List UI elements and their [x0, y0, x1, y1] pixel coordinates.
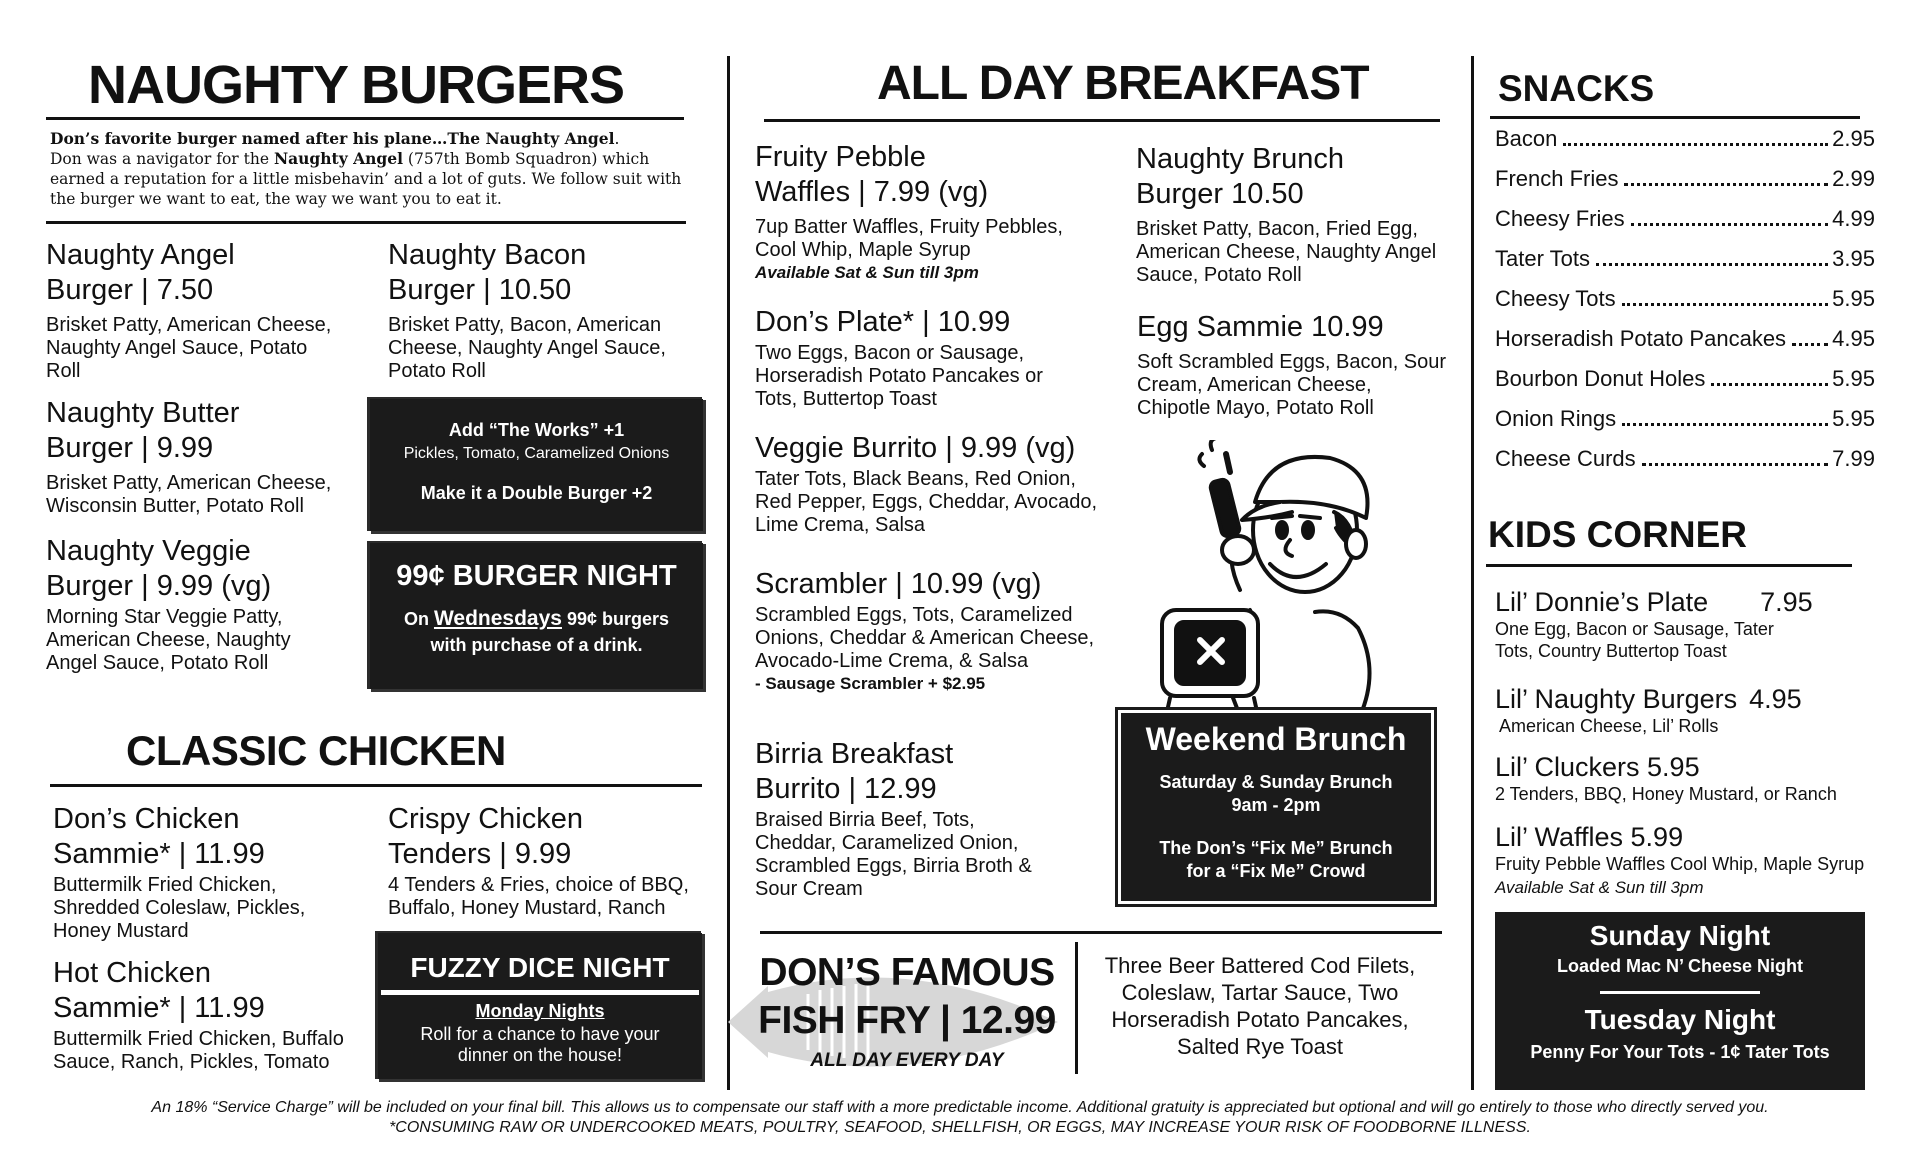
snack-row [1495, 366, 1875, 406]
fishfry-top-rule [760, 931, 1442, 934]
item-title: Veggie Burrito | 9.99 (vg) [755, 432, 1076, 464]
snack-name: Tater Tots [1495, 246, 1590, 271]
column-divider-left [727, 56, 730, 1090]
tuesday-night-title: Tuesday Night [1584, 1004, 1776, 1035]
item-desc: Two Eggs, Bacon or Sausage, Horseradish Potato Pancakes or Tots, Buttertop Toast [755, 342, 1043, 410]
fishfry-line2: FISH FRY | 12.99 [758, 999, 1056, 1042]
item-desc: Scrambled Eggs, Tots, Caramelized Onions, Cheddar & American Cheese, Avocado-Lime Crema, & Salsa [755, 604, 1095, 672]
snacks-title-rule [1490, 116, 1860, 119]
item-title-price: Burger | 10.50 [388, 274, 572, 306]
menu-item-dons-plate [755, 305, 1095, 411]
item-title-price: Sammie* | 11.99 [53, 992, 265, 1024]
item-title: Birria Breakfast [755, 738, 954, 770]
sunday-night-title: Sunday Night [1589, 920, 1771, 951]
snack-row [1495, 126, 1875, 166]
item-title-price: Burrito | 12.99 [755, 773, 937, 805]
fuzzy-dice-line2: dinner on the house! [457, 1045, 623, 1065]
kids-item-waffles [1495, 821, 1905, 901]
snack-name: French Fries [1495, 166, 1619, 191]
item-title: Don’s Plate* | 10.99 [755, 306, 1011, 338]
kids-item-price: 7.95 [1760, 587, 1813, 617]
snack-price: 5.95 [1832, 366, 1875, 391]
snack-name: Cheesy Fries [1495, 206, 1625, 231]
snack-price: 2.99 [1832, 166, 1875, 191]
menu-item-birria-burrito [755, 737, 1055, 901]
tuesday-night-desc: Penny For Your Tots - 1¢ Tater Tots [1530, 1042, 1830, 1062]
chicken-title-rule [50, 784, 702, 787]
item-desc: 7up Batter Waffles, Fruity Pebbles, Cool Whip, Maple Syrup [755, 216, 1063, 261]
snack-name: Bourbon Donut Holes [1495, 366, 1706, 391]
intro-l3: earned a reputation for a little misbehavin’ and a lot of guts. We follow suit with [50, 170, 682, 188]
item-title-price: Sammie* | 11.99 [53, 838, 265, 870]
kids-item-donnies-plate [1495, 586, 1875, 662]
intro-bold: Don’s favorite burger named after his plane…The Naughty Angel [50, 129, 615, 148]
kids-item-desc: 2 Tenders, BBQ, Honey Mustard, or Ranch [1495, 784, 1837, 804]
snack-row [1495, 326, 1875, 366]
works-line1: Add “The Works” +1 [448, 420, 625, 440]
burgers-title: NAUGHTY BURGERS [88, 55, 625, 115]
special-nights-box [1495, 912, 1865, 1090]
snack-row [1495, 166, 1875, 206]
item-title: Naughty Brunch [1136, 143, 1344, 175]
burger-night-line1: On Wednesdays 99¢ burgers [403, 607, 670, 630]
kids-item-price: 4.95 [1749, 684, 1802, 714]
snack-price: 5.95 [1832, 286, 1875, 311]
item-note: - Sausage Scrambler + $2.95 [755, 674, 986, 693]
fuzzy-dice-line1: Roll for a chance to have your [420, 1024, 660, 1044]
item-desc: Buttermilk Fried Chicken, Buffalo Sauce, Ranch, Pickles, Tomato [53, 1028, 344, 1073]
item-desc: Tater Tots, Black Beans, Red Onion, Red Pepper, Eggs, Cheddar, Avocado, Lime Crema, Salsa [755, 468, 1098, 536]
item-desc: Buttermilk Fried Chicken, Shredded Coleslaw, Pickles, Honey Mustard [53, 874, 306, 942]
burger-night-title: 99¢ BURGER NIGHT [396, 560, 677, 592]
kids-item-name: Lil’ Naughty Burgers [1495, 684, 1738, 714]
menu-item-veggie-burrito [755, 431, 1115, 537]
fishfry-desc-line: Salted Rye Toast [1177, 1034, 1343, 1059]
item-title: Egg Sammie 10.99 [1137, 311, 1384, 343]
intro-l4: the burger we want to eat, the way we want you to eat it. [50, 190, 502, 208]
kids-item-note: Available Sat & Sun till 3pm [1495, 878, 1704, 897]
menu-item-naughty-brunch [1136, 142, 1456, 287]
intro-l2b: Naughty Angel [273, 149, 403, 168]
burgers-intro [50, 129, 700, 209]
kids-item-desc: One Egg, Bacon or Sausage, Tater Tots, Country Buttertop Toast [1495, 619, 1774, 661]
snack-row [1495, 446, 1875, 486]
menu-item-naughty-veggie [46, 534, 346, 675]
brunch-line4: for a “Fix Me” Crowd [1186, 861, 1366, 881]
kids-item-desc: Fruity Pebble Waffles Cool Whip, Maple Syrup [1495, 854, 1865, 874]
fishfry-desc-line: Horseradish Potato Pancakes, [1111, 1007, 1409, 1032]
menu-item-naughty-butter [46, 396, 366, 518]
intro-l2a: Don was a navigator for the [50, 150, 274, 168]
snack-row [1495, 286, 1875, 326]
mascot-illustration [1130, 440, 1400, 720]
wednesdays-text: Wednesdays [433, 607, 562, 630]
snack-name: Cheese Curds [1495, 446, 1636, 471]
item-title-price: Burger | 9.99 (vg) [46, 570, 272, 602]
kids-item-desc: American Cheese, Lil’ Rolls [1499, 716, 1719, 736]
breakfast-title-rule [764, 119, 1440, 122]
menu-item-hot-chicken [53, 956, 383, 1074]
burgers-title-rule [46, 117, 684, 120]
breakfast-title: ALL DAY BREAKFAST [877, 57, 1369, 110]
fuzzy-dice-title: FUZZY DICE NIGHT [410, 952, 670, 983]
kids-item-name: Lil’ Cluckers 5.95 [1495, 752, 1700, 782]
fuzzy-dice-box [381, 936, 699, 1076]
snack-price: 5.95 [1832, 406, 1875, 431]
item-title-price: Tenders | 9.99 [388, 838, 572, 870]
menu-item-dons-chicken [53, 802, 353, 943]
kids-title-rule [1486, 564, 1852, 567]
fishfry-divider [1075, 942, 1078, 1074]
snack-price: 7.99 [1832, 446, 1875, 471]
brunch-title: Weekend Brunch [1145, 721, 1407, 757]
fishfry-desc-line: Coleslaw, Tartar Sauce, Two [1121, 980, 1399, 1005]
item-title: Naughty Veggie [46, 535, 251, 567]
snack-price: 4.99 [1832, 206, 1875, 231]
item-title-price: Burger 10.50 [1136, 178, 1304, 210]
item-desc: Soft Scrambled Eggs, Bacon, Sour Cream, American Cheese, Chipotle Mayo, Potato Roll [1137, 351, 1447, 419]
fishfry-desc [1090, 952, 1430, 1060]
kids-item-cluckers [1495, 751, 1875, 805]
menu-item-egg-sammie [1137, 310, 1457, 420]
footer [40, 1098, 1880, 1138]
menu-item-crispy-tenders [388, 802, 718, 920]
brunch-line3: The Don’s “Fix Me” Brunch [1159, 838, 1393, 858]
fishfry-line1: DON’S FAMOUS [759, 951, 1055, 994]
snack-row [1495, 246, 1875, 286]
snack-name: Horseradish Potato Pancakes [1495, 326, 1787, 351]
service-charge-note: An 18% “Service Charge” will be included on your final bill. This allows us to compensate our staff with a more predictable income. Additional gratuity is appreciated but optional and will go entirely to those who directly served you. [151, 1099, 1769, 1116]
item-title: Crispy Chicken [388, 803, 583, 835]
nights-divider [1600, 991, 1760, 994]
menu-item-scrambler [755, 567, 1125, 695]
item-title: Naughty Bacon [388, 239, 587, 271]
intro-l2c: (757th Bomb Squadron) which [403, 150, 650, 168]
snack-row [1495, 206, 1875, 246]
works-line3: Make it a Double Burger +2 [420, 483, 653, 503]
snack-name: Onion Rings [1495, 406, 1617, 431]
snack-row [1495, 406, 1875, 446]
item-title: Naughty Angel [46, 239, 235, 271]
item-title: Hot Chicken [53, 957, 211, 989]
raw-food-warning: *CONSUMING RAW OR UNDERCOOKED MEATS, POULTRY, SEAFOOD, SHELLFISH, OR EGGS, MAY INCREASE YOUR RISK OF FOODBORNE ILLNESS. [389, 1119, 1531, 1136]
intro-end: . [614, 130, 620, 148]
kids-item-name: Lil’ Donnie’s Plate [1495, 587, 1709, 617]
burgers-intro-rule [46, 221, 686, 224]
item-title: Don’s Chicken [53, 803, 240, 835]
works-line2: Pickles, Tomato, Caramelized Onions [403, 445, 670, 462]
snack-name: Bacon [1495, 126, 1558, 151]
item-desc: Braised Birria Beef, Tots, Cheddar, Caramelized Onion, Scrambled Eggs, Birria Broth & Sour Cream [755, 809, 1032, 900]
fishfry-tag: ALL DAY EVERY DAY [810, 1050, 1004, 1071]
item-desc: Morning Star Veggie Patty, American Cheese, Naughty Angel Sauce, Potato Roll [46, 606, 291, 674]
brunch-line2: 9am - 2pm [1231, 795, 1321, 815]
snack-price: 2.95 [1832, 126, 1875, 151]
burger-night-line2: with purchase of a drink. [430, 635, 643, 655]
the-works-box [373, 402, 700, 528]
item-desc: Brisket Patty, American Cheese, Naughty Angel Sauce, Potato Roll [46, 314, 332, 382]
weekend-brunch-box [1118, 710, 1434, 904]
item-desc: Brisket Patty, Bacon, American Cheese, Naughty Angel Sauce, Potato Roll [388, 314, 666, 382]
brunch-line1: Saturday & Sunday Brunch [1159, 772, 1393, 792]
item-title: Fruity Pebble [755, 141, 926, 173]
fishfry-desc-line: Three Beer Battered Cod Filets, [1104, 953, 1416, 978]
fishfry-title [752, 950, 1062, 1072]
snacks-list [1495, 126, 1875, 486]
menu-item-naughty-bacon [388, 238, 688, 383]
item-title: Naughty Butter [46, 397, 240, 429]
item-desc: Brisket Patty, Bacon, Fried Egg, American Cheese, Naughty Angel Sauce, Potato Roll [1136, 218, 1437, 286]
snack-price: 3.95 [1832, 246, 1875, 271]
snacks-title: SNACKS [1498, 68, 1655, 109]
snack-name: Cheesy Tots [1495, 286, 1616, 311]
item-title-price: Waffles | 7.99 (vg) [755, 176, 989, 208]
item-title: Scrambler | 10.99 (vg) [755, 568, 1042, 600]
fuzzy-dice-divider [381, 990, 699, 995]
kids-item-name: Lil’ Waffles 5.99 [1495, 822, 1684, 852]
item-desc: Brisket Patty, American Cheese, Wisconsin Butter, Potato Roll [46, 472, 332, 517]
fuzzy-dice-sub: Monday Nights [475, 1001, 605, 1021]
item-title-price: Burger | 9.99 [46, 432, 214, 464]
snack-price: 4.95 [1832, 326, 1875, 351]
chicken-title: CLASSIC CHICKEN [126, 727, 506, 774]
item-title-price: Burger | 7.50 [46, 274, 214, 306]
column-divider-right [1471, 56, 1474, 1090]
menu-item-fruity-pebble [755, 140, 1095, 284]
item-note: Available Sat & Sun till 3pm [755, 263, 979, 282]
sunday-night-desc: Loaded Mac N’ Cheese Night [1556, 956, 1804, 976]
kids-item-naughty-burgers [1495, 683, 1875, 737]
kids-title: KIDS CORNER [1488, 514, 1748, 555]
burger-night-box [373, 546, 700, 686]
item-desc: 4 Tenders & Fries, choice of BBQ, Buffalo, Honey Mustard, Ranch [388, 874, 689, 919]
menu-item-naughty-angel [46, 238, 346, 383]
